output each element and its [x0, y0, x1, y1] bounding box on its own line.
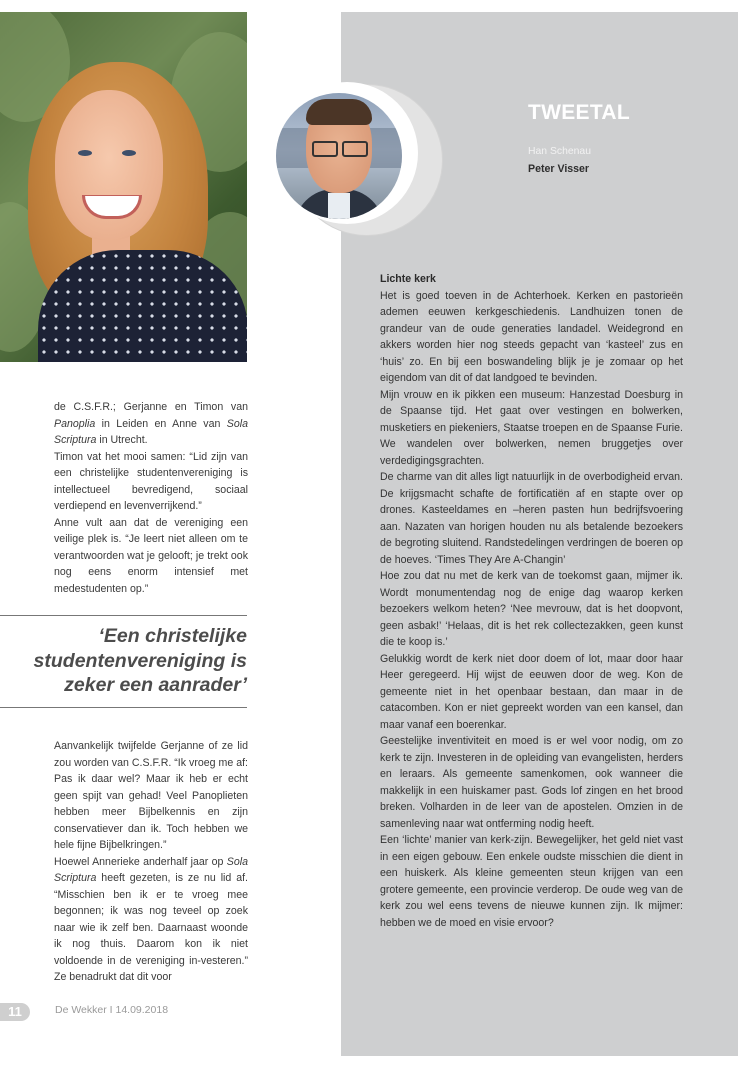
column-title: TWEETAL: [528, 101, 631, 124]
paragraph: Geestelijke inventiviteit en moed is er wel voor nodig, om zo kerk te zijn. Investeren in de opleiding van evangelisten, herders en leraars. Als gemeente samenkomen, ook wanneer die makkelijk in een huiskamer past. Gods lof zingen en het brood breken. Volharden in de leer van de apostelen. Omzien in de samenleving naar wat ontferming nodig heeft.: [380, 735, 683, 830]
byline-author: Peter Visser: [528, 163, 590, 175]
paragraph: Een ‘lichte’ manier van kerk-zijn. Bewegelijker, het geld niet vast in een eigen gebouw. Een enkele oudste misschien die dient in een huiskerk. Als kleine gemeenten steun krijgen van een grotere gemeente, een provincie verderop. De oude weg van de kerk zou wel eens tevens de nieuwe kunnen zijn. Ik mijmer: hebben we de moed en visie ervoor?: [380, 834, 683, 929]
paragraph: Gelukkig wordt de kerk niet door doem of lot, maar door haar Heer geregeerd. Hij wijst de eeuwen door de weg. Kon de gemeente niet in het openbaar bestaan, dan maar in de catacomben. Kon er niet gepreekt worden van een kansel, dan maar vanaf een boerenkar.: [380, 652, 683, 731]
author-portrait: [276, 93, 402, 219]
pull-quote: ‘Een christelijke studentenvereniging is zeker een aanrader’: [33, 625, 247, 696]
publication-footer: De Wekker I 14.09.2018: [55, 1004, 169, 1016]
paragraph: Anne vult aan dat de vereniging een veilige plek is. “Je leert niet alleen om te verantwoorden wat je gelooft; je trekt ook nog eens enorm intensief met medestudenten op.”: [54, 516, 248, 595]
paragraph: Mijn vrouw en ik pikken een museum: Hanzestad Doesburg in de Spaanse tijd. Het gaat over vestingen en bolwerken, musketiers en piekeniers, Staatse troepen en de Spaanse Furie. We wandelen over bolwerken, nemen bruggetjes over verdedigingsgrachten.: [380, 388, 683, 467]
paragraph: Timon vat het mooi samen: “Lid zijn van een christelijke studentenvereniging is intellectueel bevredigend, sociaal verdiepend en levenverrijkend.”: [54, 450, 248, 512]
left-text-block-2: [54, 738, 248, 986]
paragraph: Hoe zou dat nu met de kerk van de toekomst gaan, mijmer ik. Wordt monumentendag nog de enige dag waarop kerken bezoekers welkom heten? ‘Nee mevrouw, dat is het doopvont, geen asbak!’ ‘Helaas, dit is het rek collectezakken, geen kunst die te koop is.’: [380, 570, 683, 648]
byline-illustrator: Han Schenau: [528, 146, 591, 157]
paragraph: de C.S.F.R.; Gerjanne en Timon van Panoplia in Leiden en Anne van Sola Scriptura in Utrecht.: [54, 401, 248, 446]
paragraph: De charme van dit alles ligt natuurlijk in de overbodigheid ervan. De krijgsmacht schafte de fortificatiën af en stapte over op drones. Kasteeldames en –heren pasten hun bedrijfsvoering aan. Nazaten van horigen houden nu als betalende bezoekers de begroting sluitend. Randstedelingen verdringen de boeren op de hoeves. ‘Times They Are A-Changin’: [380, 471, 683, 566]
column-body: [380, 271, 683, 931]
woman-photo: [0, 12, 247, 362]
paragraph: Het is goed toeven in de Achterhoek. Kerken en pastorieën ademen eeuwen kerkgeschiedenis. Landhuizen tonen de grandeur van de oude generaties landadel. Weidegrond en akkers worden hier nog steeds gepacht van ‘kasteel’ zus en ‘huis’ zo. En bij een boswandeling blijk je je zomaar op het eigendom van dit of dat landgoed te bevinden.: [380, 289, 683, 384]
left-text-block-1: [54, 399, 248, 597]
paragraph: Aanvankelijk twijfelde Gerjanne of ze lid zou worden van C.S.F.R. “Ik vroeg me af: Pas ik daar wel? Maar ik heb er echt geen spijt van gehad! Veel Panoplieten hebben meer Bijbelkennis en zijn conservatiever dan ik. Toch hebben we hele fijne Bijbelkringen.”: [54, 740, 248, 851]
quote-bottom-rule: [0, 707, 247, 708]
quote-top-rule: [0, 615, 247, 616]
page-number: 11: [0, 1003, 30, 1021]
column-subhead: Lichte kerk: [380, 273, 436, 285]
paragraph: Hoewel Annerieke anderhalf jaar op Sola Scriptura heeft gezeten, is ze nu lid af. “Misschien ben ik er te vroeg mee begonnen; ik was nog teveel op zoek naar wie ik zelf ben. Daarnaast woonde ik nog thuis. Daarom kon ik niet voldoende in de vereniging in-vesteren.” Ze benadrukt dat dit voor: [54, 855, 248, 983]
